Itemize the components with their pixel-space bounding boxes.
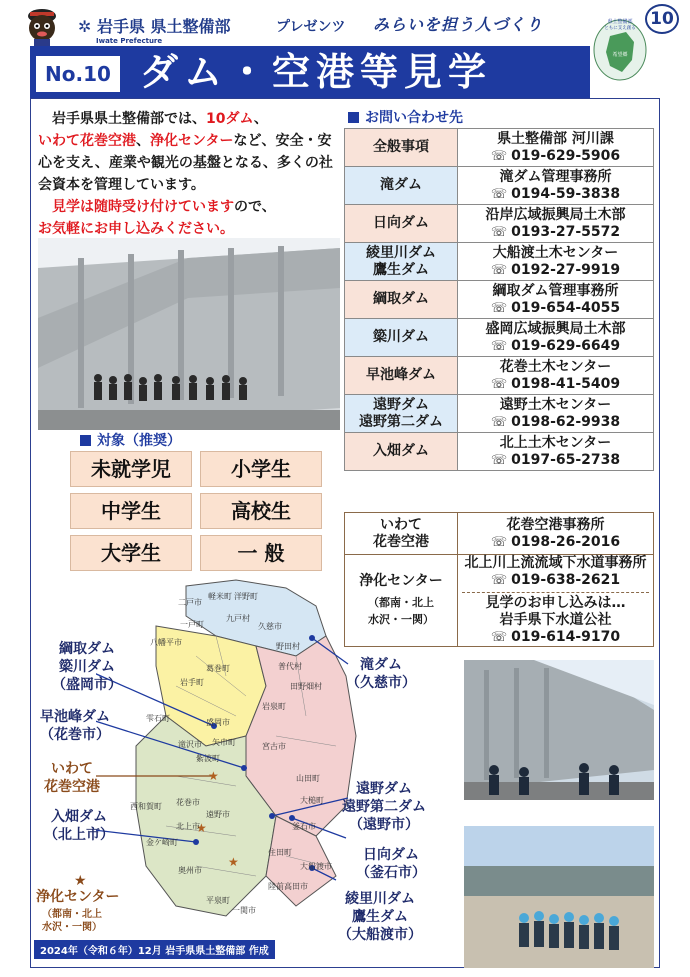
label-hanamaki-airport: いわて 花巻空港 xyxy=(44,761,100,795)
contact-info xyxy=(458,357,654,395)
brand-emblem-icon: ✲ xyxy=(78,17,92,36)
intro-text xyxy=(38,108,338,240)
target-heading: 対象（推奨） xyxy=(80,430,181,450)
contact-org: 沿岸広域振興局土木部 xyxy=(485,206,626,223)
contact-name-text: 簗川ダム xyxy=(373,329,429,345)
municipality-label: 野田村 xyxy=(276,642,300,651)
airport-phone xyxy=(458,534,653,551)
municipality-label: 滝沢市 xyxy=(178,740,202,749)
contact-name xyxy=(345,205,458,243)
contact-info xyxy=(458,167,654,205)
contact-org: 北上土木センター xyxy=(499,434,612,451)
svg-text:希望郷: 希望郷 xyxy=(612,52,628,58)
label-purification-center: 浄化センター xyxy=(36,889,120,905)
contact-tel: 0197-65-2738 xyxy=(511,451,621,468)
contact-org: 県土整備部 河川課 xyxy=(497,130,614,147)
intro-text-3: 、 xyxy=(136,133,150,149)
svg-text:県土整備部: 県土整備部 xyxy=(607,19,633,25)
prefecture-map-emblem xyxy=(592,12,648,82)
target-elementary: 小学生 xyxy=(200,451,322,487)
table-row xyxy=(345,513,654,555)
contact-phone xyxy=(458,224,653,241)
municipality-label: 花巻市 xyxy=(176,798,200,807)
label-hinata-dam: 日向ダム （釜石市） xyxy=(356,847,426,881)
airport-info xyxy=(458,513,654,555)
page-number-badge: 10 xyxy=(645,4,679,34)
table-row xyxy=(345,205,654,243)
contact-tel: 019-629-5906 xyxy=(511,147,621,164)
iwate-map xyxy=(96,576,396,936)
dam-visit-photo xyxy=(464,660,654,800)
intro-highlight-center: 浄化センター xyxy=(150,133,234,149)
label-taki-dam: 滝ダム （久慈市） xyxy=(346,657,416,691)
contact-name-text: 入畑ダム xyxy=(373,443,429,459)
municipality-label: 岩泉町 xyxy=(262,702,286,711)
municipality-label: 矢巾町 xyxy=(212,738,236,747)
municipality-label: 二戸市 xyxy=(178,598,202,607)
svg-text:ともに支え創る: ともに支え創る xyxy=(604,26,636,31)
contact-name-text: 早池峰ダム xyxy=(366,367,436,383)
contact-name-text: 日向ダム xyxy=(373,215,429,231)
municipality-label: 大槌町 xyxy=(300,796,324,805)
municipality-label: 八幡平市 xyxy=(150,638,182,647)
purification-info xyxy=(458,555,654,647)
purification-tel: 019-638-2621 xyxy=(511,572,621,588)
contact-tel: 019-654-4055 xyxy=(511,299,621,316)
target-general: 一 般 xyxy=(200,535,322,571)
municipality-label: 九戸村 xyxy=(226,614,250,623)
tagline: みらいを担う人づくり xyxy=(373,15,544,34)
contact-table xyxy=(344,128,654,471)
table-row xyxy=(345,433,654,471)
contact-name xyxy=(345,243,458,281)
municipality-label: 山田町 xyxy=(296,774,320,783)
phone-icon: ☏ xyxy=(490,338,508,354)
label-hayachine-dam: 早池峰ダム （花巻市） xyxy=(40,709,110,743)
contact-info xyxy=(458,319,654,357)
municipality-label: 北上市 xyxy=(176,822,200,831)
intro-text-2: 、 xyxy=(253,111,268,127)
phone-icon: ☏ xyxy=(490,534,508,550)
contact-tel: 0192-27-9919 xyxy=(511,261,621,278)
table-row xyxy=(345,243,654,281)
purification-apply xyxy=(462,592,649,646)
presents-label: プレゼンツ xyxy=(276,19,346,35)
star-icon: ★ xyxy=(74,873,87,889)
intro-highlight-visit: 見学は随時受け付けています xyxy=(52,199,234,215)
purification-sub: （都南・北上 水沢・一関） xyxy=(368,596,434,626)
contact-phone xyxy=(458,414,653,431)
municipality-label: 西和賀町 xyxy=(130,802,162,811)
label-ryori-dam: 綾里川ダム 鷹生ダム （大船渡市） xyxy=(338,891,422,943)
municipality-label: 大船渡市 xyxy=(300,862,332,871)
svg-text:★: ★ xyxy=(196,821,207,835)
municipality-label: 一戸町 xyxy=(180,620,204,629)
target-university: 大学生 xyxy=(70,535,192,571)
intro-text-5: 安全・安心を支え、産業や観光の基盤となる、多くの社会資本を管理しています。 xyxy=(38,133,333,193)
intro-highlight-apply: お気軽にお申し込みください。 xyxy=(38,221,234,237)
municipality-label: 平泉町 xyxy=(206,896,230,905)
purification-phone xyxy=(458,572,653,589)
target-preschool: 未就学児 xyxy=(70,451,192,487)
target-junior-high: 中学生 xyxy=(70,493,192,529)
contact-org: 大船渡土木センター xyxy=(492,244,619,261)
square-bullet-icon xyxy=(80,435,91,446)
contact-info xyxy=(458,395,654,433)
contact-org: 綱取ダム管理事務所 xyxy=(492,282,619,299)
target-high-school: 高校生 xyxy=(200,493,322,529)
contact-heading: お問い合わせ先 xyxy=(348,107,463,127)
municipality-label: 遠野市 xyxy=(206,810,230,819)
municipality-label: 久慈市 xyxy=(258,622,282,631)
municipality-label: 葛巻町 xyxy=(206,664,230,673)
label-purification-areas: （都南・北上 水沢・一関） xyxy=(42,909,102,933)
table-row xyxy=(345,357,654,395)
contact-name xyxy=(345,319,458,357)
phone-icon: ☏ xyxy=(490,376,508,392)
purification-visit-photo xyxy=(464,826,654,968)
municipality-label: 田野畑村 xyxy=(290,682,322,691)
contact-info xyxy=(458,243,654,281)
municipality-label: 普代村 xyxy=(278,662,302,671)
purification-note: 見学のお申し込みは… xyxy=(485,595,626,611)
purification-tel2: 019-614-9170 xyxy=(511,629,621,645)
purification-phone2 xyxy=(462,629,649,646)
purification-org: 北上川上流流域下水道事務所 xyxy=(464,555,647,571)
contact-org: 遠野土木センター xyxy=(499,396,612,413)
municipality-label: 洋野町 xyxy=(234,592,258,601)
contact-phone xyxy=(458,148,653,165)
airport-org: 花巻空港事務所 xyxy=(506,516,605,533)
issue-number: No.10 xyxy=(36,56,120,92)
contact-phone xyxy=(458,452,653,469)
contact-phone xyxy=(458,262,653,279)
contact-name-text: 滝ダム xyxy=(380,177,422,193)
contact-tel: 0194-59-3838 xyxy=(511,185,621,202)
table-row xyxy=(345,167,654,205)
contact-phone xyxy=(458,338,653,355)
contact-org: 盛岡広域振興局土木部 xyxy=(485,320,626,337)
municipality-label: 宮古市 xyxy=(262,742,286,751)
brand-english: Iwate Prefecture xyxy=(96,37,163,45)
phone-icon: ☏ xyxy=(490,414,508,430)
intro-highlight-airport: いわて花巻空港 xyxy=(38,133,136,149)
dam-group-photo xyxy=(38,238,340,430)
table-row xyxy=(345,129,654,167)
contact-name xyxy=(345,129,458,167)
municipality-label: 釜石市 xyxy=(292,822,316,831)
contact-info xyxy=(458,433,654,471)
phone-icon: ☏ xyxy=(490,262,508,278)
phone-icon: ☏ xyxy=(490,148,508,164)
contact-tel: 0198-62-9938 xyxy=(511,413,621,430)
label-tono-dam: 遠野ダム 遠野第二ダム （遠野市） xyxy=(342,781,426,833)
phone-icon: ☏ xyxy=(490,452,508,468)
airport-tel: 0198-26-2016 xyxy=(511,533,621,550)
contact-name-text: 遠野ダム 遠野第二ダム xyxy=(359,396,443,430)
svg-text:★: ★ xyxy=(208,769,219,783)
phone-icon: ☏ xyxy=(490,186,508,202)
label-irihata-dam: 入畑ダム （北上市） xyxy=(44,809,114,843)
municipality-label: 紫波町 xyxy=(196,754,220,763)
municipality-label: 雫石町 xyxy=(146,714,170,723)
brand-name: ✲ 岩手県 県土整備部 xyxy=(78,17,231,36)
phone-icon: ☏ xyxy=(490,300,508,316)
contact-info xyxy=(458,129,654,167)
table-row xyxy=(345,395,654,433)
municipality-label: 岩手町 xyxy=(180,678,204,687)
intro-text-4: など、 xyxy=(233,133,276,149)
contact-org: 滝ダム管理事務所 xyxy=(499,168,612,185)
municipality-label: 住田町 xyxy=(268,848,292,857)
purification-org2: 岩手県下水道公社 xyxy=(499,612,612,628)
label-tsunatori-dam: 綱取ダム 簗川ダム （盛岡市） xyxy=(52,641,122,693)
contact-phone xyxy=(458,376,653,393)
phone-icon: ☏ xyxy=(490,224,508,240)
table-row xyxy=(345,319,654,357)
municipality-label: 一関市 xyxy=(232,906,256,915)
footer-credit: 2024年（令和６年）12月 岩手県県土整備部 作成 xyxy=(34,940,275,959)
intro-text-6: ので、 xyxy=(234,199,276,215)
mascot-icon xyxy=(22,6,62,48)
contact-name xyxy=(345,357,458,395)
airport-name xyxy=(345,513,458,555)
municipality-label: 陸前高田市 xyxy=(268,882,308,891)
phone-icon: ☏ xyxy=(490,630,508,645)
intro-text-1: 岩手県県土整備部では、 xyxy=(52,111,206,127)
contact-phone xyxy=(458,300,653,317)
purification-name-text: 浄化センター xyxy=(359,573,443,589)
contact-info xyxy=(458,205,654,243)
contact-org: 花巻土木センター xyxy=(499,358,612,375)
municipality-label: 盛岡市 xyxy=(206,718,230,727)
contact-tel: 0193-27-5572 xyxy=(511,223,621,240)
contact-name xyxy=(345,167,458,205)
contact-name xyxy=(345,281,458,319)
contact-tel: 019-629-6649 xyxy=(511,337,621,354)
contact-name-text: 全般事項 xyxy=(373,139,429,155)
contact-name-text: 綾里川ダム 鷹生ダム xyxy=(366,244,436,278)
contact-name-text: 綱取ダム xyxy=(373,291,429,307)
svg-text:★: ★ xyxy=(228,855,239,869)
contact-phone xyxy=(458,186,653,203)
contact-tel: 0198-41-5409 xyxy=(511,375,621,392)
table-row xyxy=(345,281,654,319)
municipality-label: 軽米町 xyxy=(208,592,232,601)
municipality-label: 金ケ崎町 xyxy=(146,838,178,847)
contact-info xyxy=(458,281,654,319)
page-title: ダム・空港等見学 xyxy=(140,50,493,94)
municipality-label: 奥州市 xyxy=(178,866,202,875)
square-bullet-icon xyxy=(348,112,359,123)
contact-name xyxy=(345,395,458,433)
contact-name xyxy=(345,433,458,471)
airport-name-text: いわて 花巻空港 xyxy=(373,516,429,550)
phone-icon: ☏ xyxy=(490,573,508,588)
intro-highlight-dams: 10ダム xyxy=(206,111,254,127)
